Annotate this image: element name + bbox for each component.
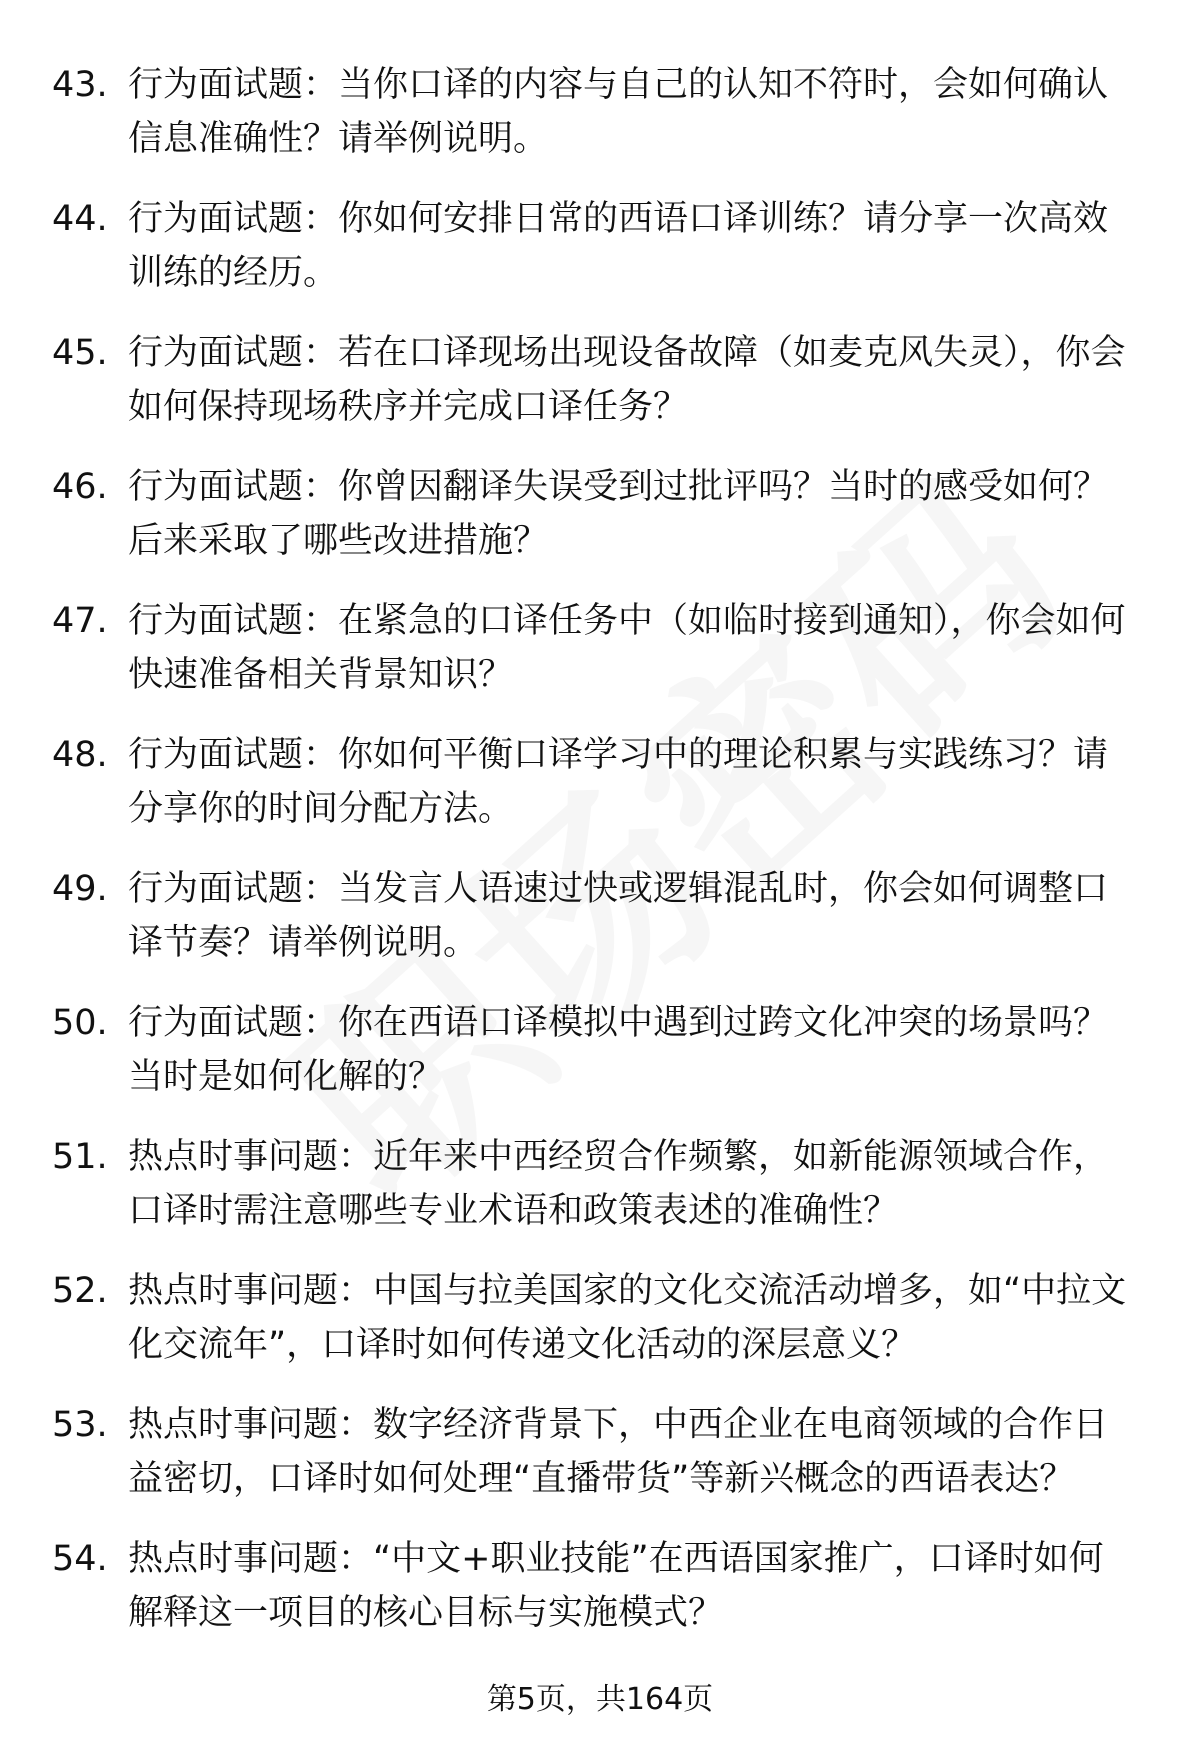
question-item [52, 862, 1152, 996]
question-item [52, 1532, 1152, 1666]
question-item [52, 996, 1152, 1130]
question-text: 热点时事问题：中国与拉美国家的文化交流活动增多，如“中拉文化交流年”，口译时如何传递文化活动的深层意义？ [128, 1271, 1127, 1365]
question-text: 行为面试题：你在西语口译模拟中遇到过跨文化冲突的场景吗？当时是如何化解的？ [128, 1003, 1109, 1097]
question-text: 行为面试题：你如何平衡口译学习中的理论积累与实践练习？请分享你的时间分配方法。 [128, 735, 1109, 829]
question-text: 热点时事问题：数字经济背景下，中西企业在电商领域的合作日益密切，口译时如何处理“直播带货”等新兴概念的西语表达？ [128, 1405, 1109, 1499]
page-indicator: 第5页，共164页 [486, 1682, 714, 1717]
question-item [52, 594, 1152, 728]
question-number: 43. [52, 65, 108, 105]
question-number: 51. [52, 1137, 108, 1177]
question-item [52, 192, 1152, 326]
question-number: 48. [52, 735, 108, 775]
question-item [52, 1130, 1152, 1264]
question-item [52, 1264, 1152, 1398]
question-number: 45. [52, 333, 108, 373]
question-text: 热点时事问题：近年来中西经贸合作频繁，如新能源领域合作，口译时需注意哪些专业术语和政策表述的准确性？ [128, 1137, 1109, 1231]
question-number: 44. [52, 199, 108, 239]
question-item [52, 326, 1152, 460]
question-item [52, 728, 1152, 862]
question-item [52, 460, 1152, 594]
question-number: 53. [52, 1405, 108, 1445]
question-text: 行为面试题：你如何安排日常的西语口译训练？请分享一次高效训练的经历。 [128, 199, 1109, 293]
question-text: 行为面试题：你曾因翻译失误受到过批评吗？当时的感受如何？后来采取了哪些改进措施？ [128, 467, 1109, 561]
question-item [52, 1398, 1152, 1532]
question-number: 50. [52, 1003, 108, 1043]
question-list [52, 58, 1152, 1666]
question-number: 46. [52, 467, 108, 507]
question-number: 47. [52, 601, 108, 641]
question-number: 49. [52, 869, 108, 909]
question-text: 行为面试题：当你口译的内容与自己的认知不符时，会如何确认信息准确性？请举例说明。 [128, 65, 1109, 159]
question-number: 52. [52, 1271, 108, 1311]
question-text: 行为面试题：若在口译现场出现设备故障（如麦克风失灵），你会如何保持现场秩序并完成口译任务？ [128, 333, 1126, 427]
question-item [52, 58, 1152, 192]
question-number: 54. [52, 1539, 108, 1579]
question-text: 热点时事问题：“中文+职业技能”在西语国家推广，口译时如何解释这一项目的核心目标与实施模式？ [128, 1539, 1104, 1633]
question-text: 行为面试题：当发言人语速过快或逻辑混乱时，你会如何调整口译节奏？请举例说明。 [128, 869, 1109, 963]
question-text: 行为面试题：在紧急的口译任务中（如临时接到通知），你会如何快速准备相关背景知识？ [128, 601, 1126, 695]
